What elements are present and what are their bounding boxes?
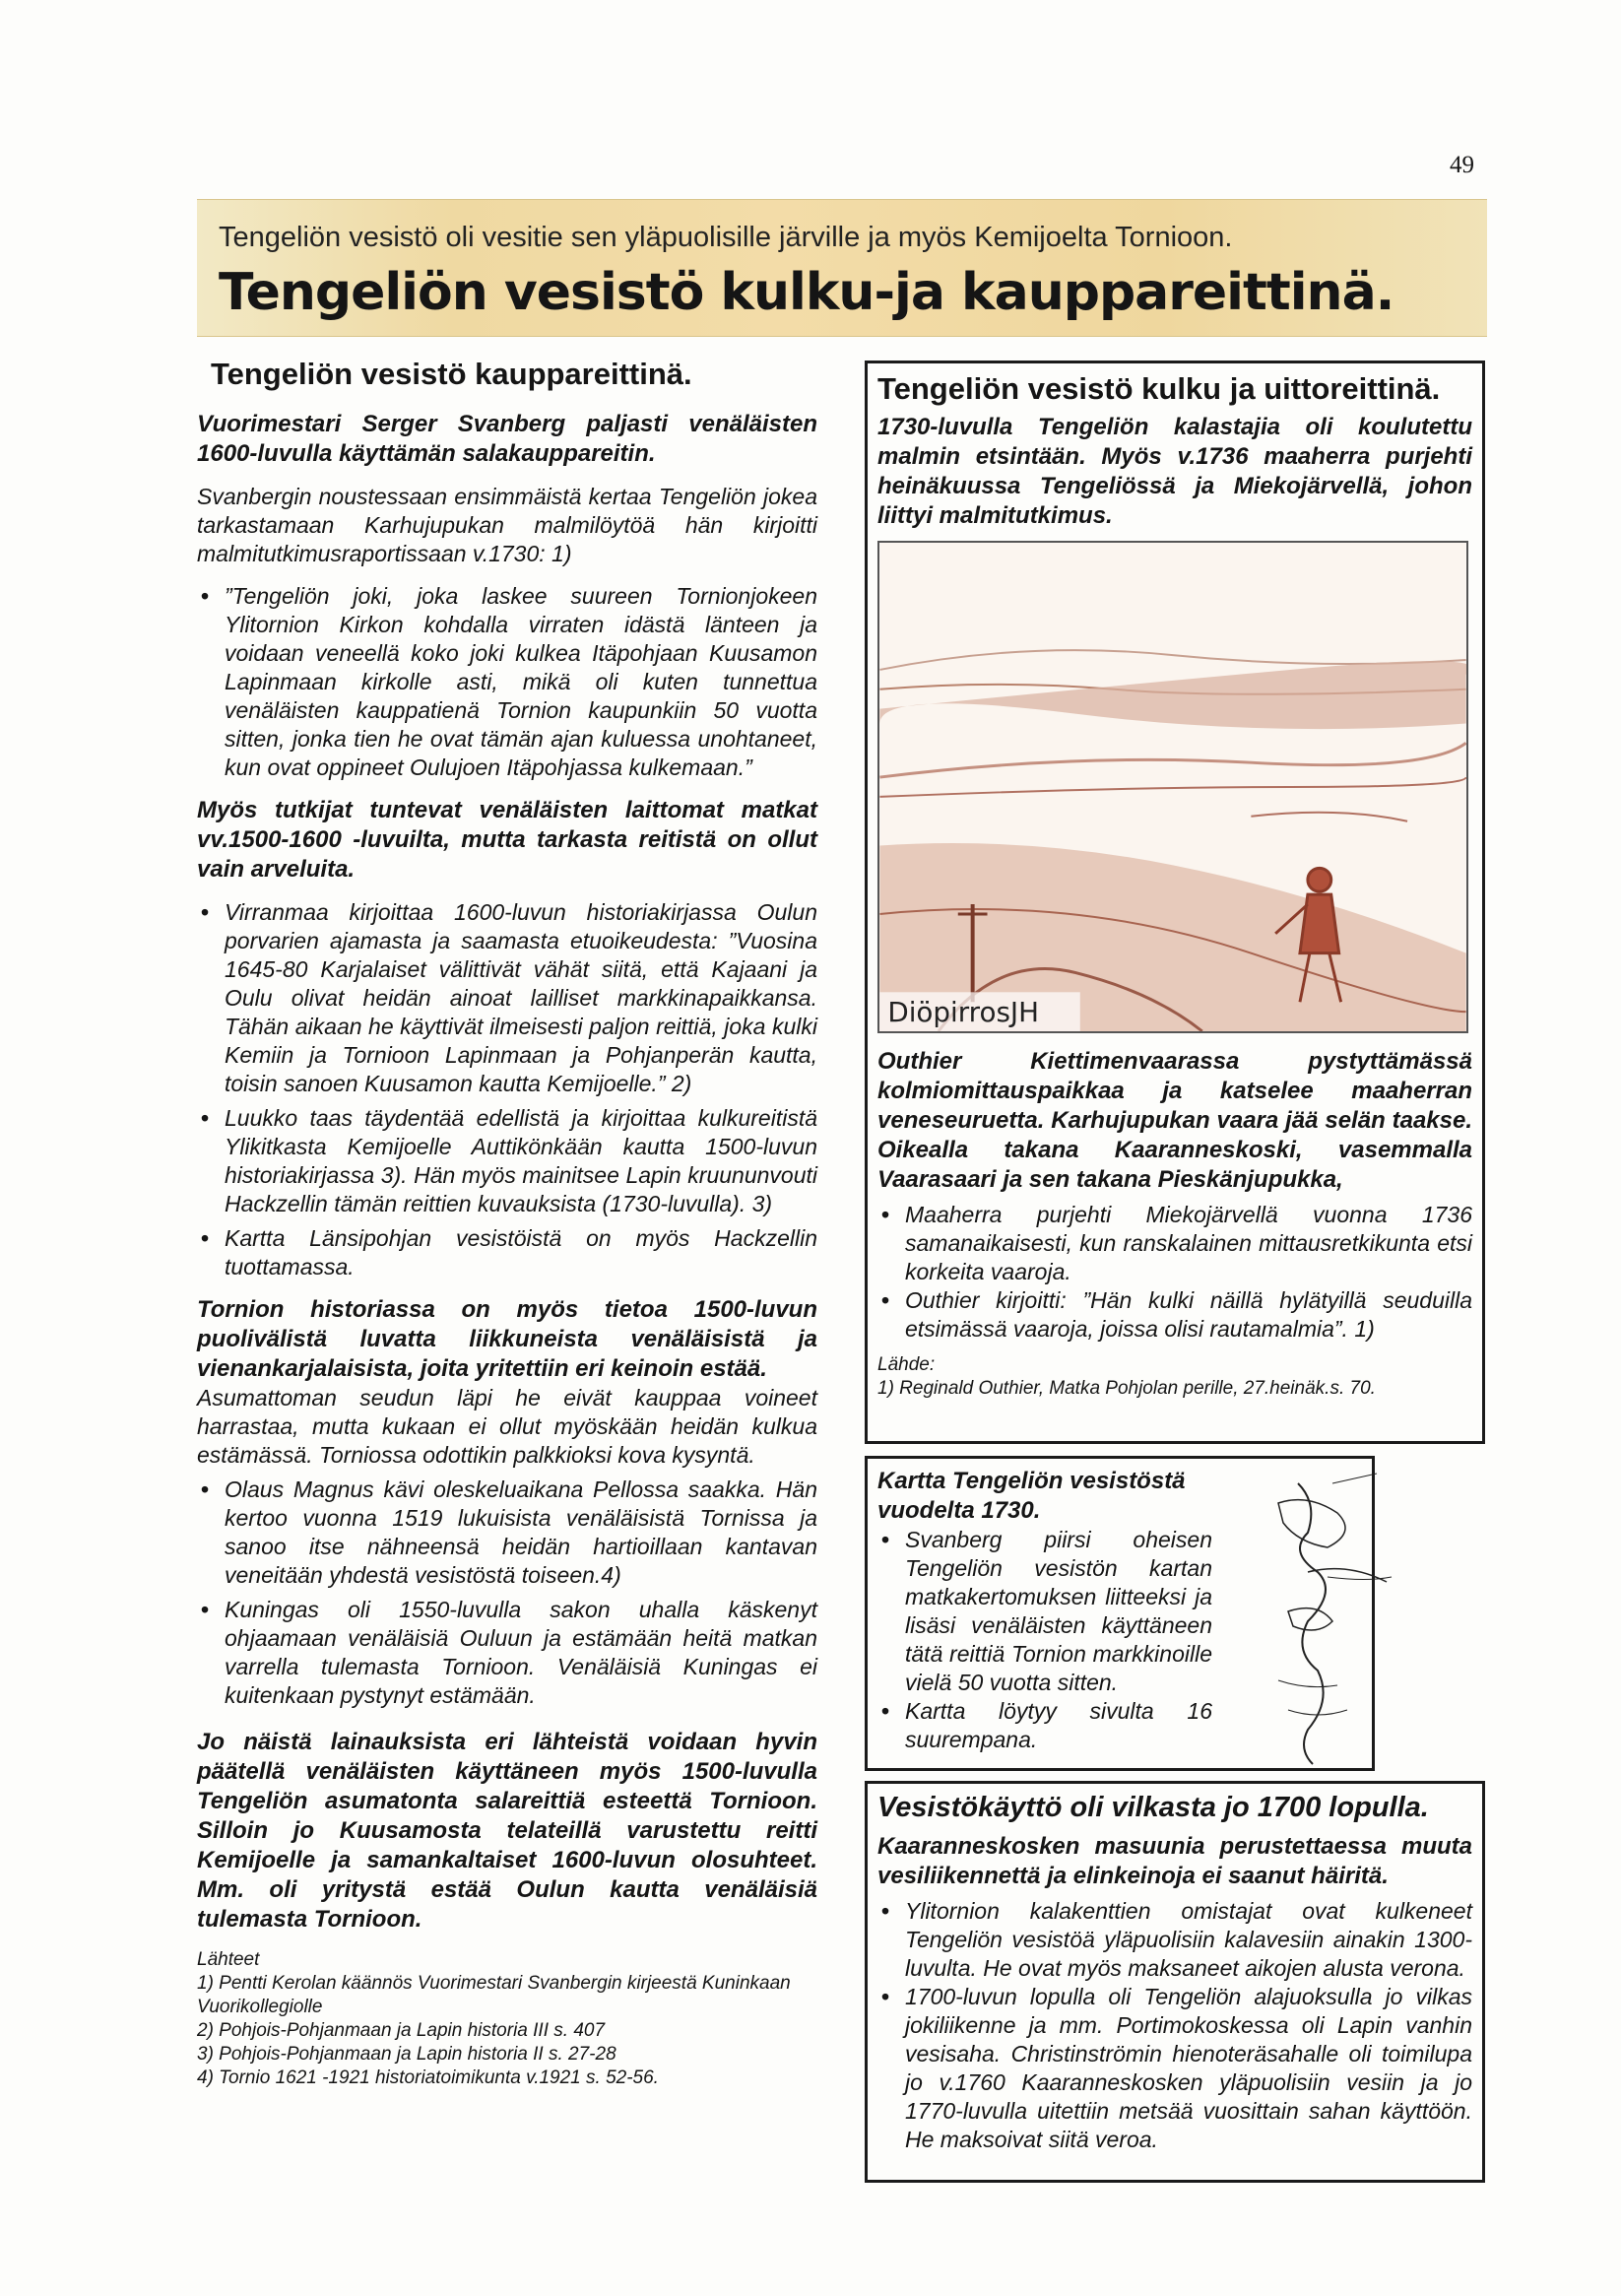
box1-caption: Outhier Kiettimenvaarassa pystyttämässä kolmiomittauspaikkaa ja katselee maaherran veneseuruetta. Karhujupukan vaara jää selän taakse. Oikealla takana Kaaranneskoski, vasemmalla Vaarasaari ja sen takana Pieskänjupukka,	[877, 1048, 1472, 1193]
bullet-kartta: Kartta Länsipohjan vesistöistä on myös Hackzellin tuottamassa.	[225, 1225, 817, 1279]
source-item: 3) Pohjois-Pohjanmaan ja Lapin historia II s. 27-28	[197, 2044, 616, 2065]
bullet-icon: •	[881, 1202, 890, 1227]
list-item	[877, 1697, 1212, 1754]
box1-heading: Tengeliön vesistö kulku ja uittoreittinä.	[877, 371, 1441, 406]
box1-bullet-1: Maaherra purjehti Miekojärvellä vuonna 1736 samanaikaisesti, kun ranskalainen mittausretkikunta etsi korkeita vaaroja.	[905, 1202, 1472, 1284]
bullet-icon: •	[881, 1698, 890, 1724]
box3-heading: Vesistökäyttö oli vilkasta jo 1700 lopulla.	[877, 1792, 1429, 1823]
box1-lead: 1730-luvulla Tengeliön kalastajia oli koulutettu malmin etsintään. Myös v.1736 maaherra purjehti heinäkuussa Tengeliössä ja Miekojärvellä, johon liittyi malmitutkimus.	[877, 414, 1472, 529]
list-item	[197, 898, 817, 1098]
list-item	[197, 1224, 817, 1281]
left-bold-2: Myös tutkijat tuntevat venäläisten laittomat matkat vv.1500-1600 -luvuilta, mutta tarkasta reitistä on ollut vain arveluita.	[197, 797, 817, 883]
box3-lead: Kaaranneskosken masuunia perustettaessa muuta vesiliikennettä ja elinkeinoja ei saanut häiritä.	[877, 1833, 1472, 1889]
bullet-icon: •	[201, 1597, 210, 1622]
bullet-kuningas: Kuningas oli 1550-luvulla sakon uhalla käskenyt ohjaamaan venäläisiä Ouluun ja estämään heitä matkan varrella tulemasta Tornioon. Venäläisiä Kuningas ei kuitenkaan pystynyt estämään.	[225, 1597, 817, 1708]
left-para-3: Asumattoman seudun läpi he eivät kauppaa voineet harrastaa, mutta kukaan ei ollut myöskään heidän kulkua estämässä. Torniossa odottikin palkkioksi kova kysyntä.	[197, 1385, 817, 1468]
sketch-image	[877, 541, 1468, 1033]
left-column	[197, 357, 817, 2090]
bullet-icon: •	[881, 1287, 890, 1313]
left-intro: Svanbergin noustessaan ensimmäistä kertaa Tengeliön jokea tarkastamaan Karhujupukan malmilöytöä hän kirjoitti malmitutkimusraportissaan v.1730: 1)	[197, 484, 817, 566]
list-item	[877, 1286, 1472, 1344]
list-item	[197, 1476, 817, 1590]
bullet-icon: •	[881, 1527, 890, 1552]
source-item: 1) Pentti Kerolan käännös Vuorimestari Svanbergin kirjeestä Kuninkaan Vuorikollegiolle	[197, 1973, 791, 2017]
list-item	[197, 582, 817, 782]
map-sketch	[1239, 1464, 1396, 1769]
bullet-virranmaa: Virranmaa kirjoittaa 1600-luvun historiakirjassa Oulun porvarien ajamasta ja saamasta etuoikeudesta: ”Vuosina 1645-80 Karjalaiset välittivät vähät siitä, että Kajaani ja Oulu olivat heidän ainoat lailliset markkinapaikkansa. Tähän aikaan he käyttivät ilmeisesti paljon reittiä, joka kulki Kemiin ja Tornioon Lapinmaan ja Pohjanperän kautta, toisin sanoen Kuusamon kautta Kemijoelle.” 2)	[225, 899, 817, 1096]
bullet-icon: •	[201, 1476, 210, 1502]
box1-source: 1) Reginald Outhier, Matka Pohjolan perille, 27.heinäk.s. 70.	[877, 1378, 1376, 1399]
bullet-icon: •	[201, 899, 210, 925]
box-vesistokaytto	[865, 1781, 1485, 2183]
box3-bullet-1: Ylitornion kalakenttien omistajat ovat kulkeneet Tengeliön vesistöä yläpuolisiin kalavesiin ainakin 1300-luvulta. He ovat myös maksaneet aikojen alusta verona.	[905, 1898, 1472, 1981]
bullet-olaus: Olaus Magnus kävi oleskeluaikana Pellossa saakka. Hän kertoo vuonna 1519 lukuisista venäläisistä Tornissa ja sanoo itse nähneensä heidän hartioillaan kantavan veneitään yhdestä vesistöstä toiseen.4)	[225, 1476, 817, 1588]
left-conclusion: Jo näistä lainauksista eri lähteistä voidaan hyvin päätellä venäläisten käyttäneen myös 1500-luvulla Tengeliön asumatonta salareittiä esteettä Tornioon. Silloin jo Kuusamosta telateillä varustettu reitti Kemijoelle ja samankaltaiset 1600-luvun olosuhteet. Mm. oli yritystä estää Oulun kautta venäläisiä tulemasta Tornioon.	[197, 1729, 817, 1933]
bullet-icon: •	[201, 583, 210, 609]
bullet-icon: •	[881, 1984, 890, 2009]
list-item	[877, 1983, 1472, 2154]
page-number: 49	[1450, 152, 1474, 178]
source-item: 2) Pohjois-Pohjanmaan ja Lapin historia III s. 407	[197, 2020, 606, 2041]
box2-bullet-1: Svanberg piirsi oheisen Tengeliön vesistön kartan matkakertomuksen liitteeksi ja lisäsi venäläisten käyttäneen tätä reittiä Tornion markkinoille vielä 50 vuotta sitten.	[905, 1527, 1212, 1695]
quote-svanberg: ”Tengeliön joki, joka laskee suureen Tornionjokeen Ylitornion Kirkon kohdalla virraten idästä länteen ja voidaan veneellä koko joki kulkea Itäpohjaan Kuusamon Lapinmaan kirkolle asti, mikä oli kuten tunnettua venäläisten kauppatienä Tornion kaupunkiin 50 vuotta sitten, jonka tien he ovat tämän ajan kuluessa unohtaneet, kun ovat oppineet Oulujoen Itäpohjassa kulkemaan.”	[225, 583, 817, 780]
title-banner	[197, 199, 1487, 337]
list-item	[877, 1201, 1472, 1286]
list-item	[877, 1526, 1212, 1697]
banner-title: Tengeliön vesistö kulku-ja kauppareittinä.	[219, 263, 1394, 322]
source-item: 4) Tornio 1621 -1921 historiatoimikunta v.1921 s. 52-56.	[197, 2067, 659, 2088]
box2-bullet-2: Kartta löytyy sivulta 16 suurempana.	[905, 1698, 1212, 1752]
left-heading: Tengeliön vesistö kauppareittinä.	[211, 357, 692, 391]
sources-title: Lähteet	[197, 1949, 260, 1970]
list-item	[197, 1104, 817, 1218]
box1-bullet-2: Outhier kirjoitti: ”Hän kulki näillä hylätyillä seuduilla etsimässä vaaroja, joissa olisi rautamalmia”. 1)	[905, 1287, 1472, 1342]
bullet-luukko: Luukko taas täydentää edellistä ja kirjoittaa kulkureitistä Ylikitkasta Kemijoelle Auttikönkään kautta 1500-luvun historiakirjassa 3). Hän myös mainitsee Lapin kruununvouti Hackzellin tämän reittien kuvauksista (1730-luvulla). 3)	[225, 1105, 817, 1216]
bullet-icon: •	[201, 1225, 210, 1251]
box1-source-title: Lähde:	[877, 1354, 936, 1375]
banner-subtitle: Tengeliön vesistö oli vesitie sen yläpuolisille järville ja myös Kemijoelta Tornioon.	[219, 222, 1233, 253]
list-item	[197, 1596, 817, 1710]
box3-bullet-2: 1700-luvun lopulla oli Tengeliön alajuoksulla jo vilkas jokiliikenne ja mm. Portimokoskessa oli Lapin vanhin vesisaha. Christinströmin hienoteräsahalle oli toimilupa jo v.1760 Kaaranneskosken yläpuolisiin vesiin ja jo 1770-luvulla uitettiin metsää vuosittain sahan käyttöön. He maksoivat siitä veroa.	[905, 1984, 1472, 2152]
sketch-signature: DiöpirrosJH	[887, 996, 1040, 1029]
bullet-icon: •	[881, 1898, 890, 1924]
bullet-icon: •	[201, 1105, 210, 1131]
box2-heading: Kartta Tengeliön vesistöstä vuodelta 1730.	[877, 1468, 1186, 1524]
list-item	[877, 1897, 1472, 1983]
box-uittoreitti	[865, 361, 1485, 1444]
left-lead: Vuorimestari Serger Svanberg paljasti venäläisten 1600-luvulla käyttämän salakauppareitin.	[197, 411, 817, 467]
left-bold-3: Tornion historiassa on myös tietoa 1500-luvun puolivälistä luvatta liikkuneista venäläisistä ja vienankarjalaisista, joita yritettiin eri keinoin estää.	[197, 1296, 817, 1382]
